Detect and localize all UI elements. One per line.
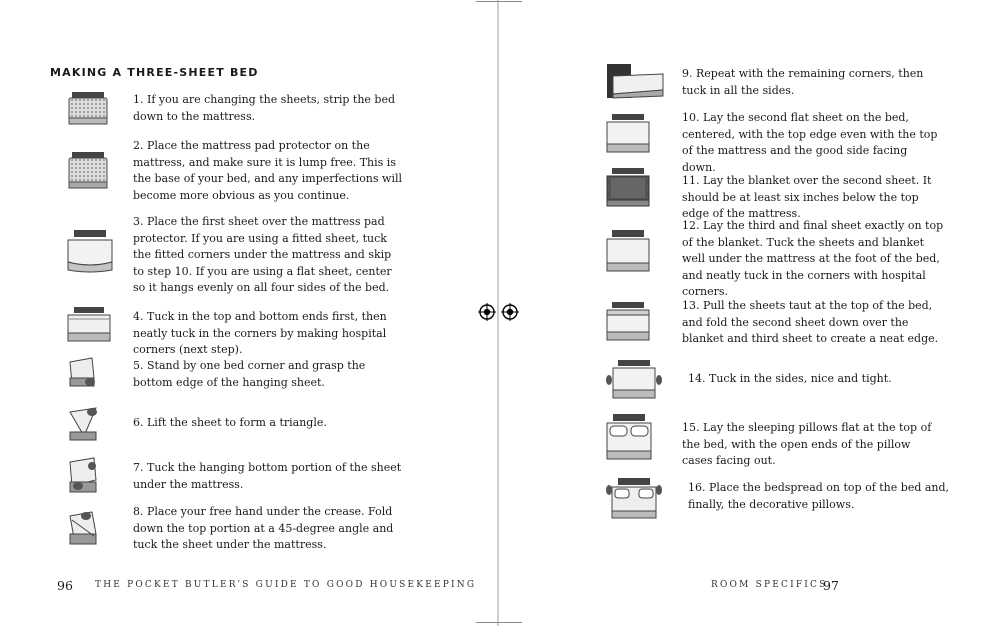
bed-bedspread-icon xyxy=(605,476,663,520)
step-text: 10. Lay the second flat sheet on the bed, centered, with the top edge even with the top of the mattress and the good side facing down. xyxy=(682,111,938,174)
bed-second-sheet-icon xyxy=(605,112,651,154)
running-head: ROOM SPECIFICS xyxy=(711,580,828,590)
bed-tuck-icon xyxy=(66,305,112,345)
bed-sheet-icon xyxy=(66,228,114,274)
step-text: 11. Lay the blanket over the second sheet. It should be at least six inches below the top edge of the mattress. xyxy=(682,174,932,220)
bed-tuck-sides-icon xyxy=(605,358,663,400)
step-text: 7. Tuck the hanging bottom portion of the sheet under the mattress. xyxy=(133,461,402,491)
mattress-pad-icon xyxy=(66,150,110,192)
step-text: 16. Place the bedspread on top of the bed and, finally, the decorative pillows. xyxy=(688,481,950,511)
corner-tuck-icon xyxy=(66,456,100,496)
corner-fold-icon xyxy=(66,508,100,548)
corner-grasp-icon xyxy=(66,356,98,392)
bed-blanket-icon xyxy=(605,166,651,208)
running-head: THE POCKET BUTLER’S GUIDE TO GOOD HOUSEKEEPING xyxy=(95,580,477,590)
left-page xyxy=(0,0,497,626)
page-number: 97 xyxy=(823,578,839,593)
step-text: 2. Place the mattress pad protector on the mattress, and make sure it is lump free. This is the base of your bed, and any imperfections will become more obvious as you continue. xyxy=(133,139,403,202)
step-text: 9. Repeat with the remaining corners, then tuck in all the sides. xyxy=(682,67,924,97)
step-text: 8. Place your free hand under the crease. Fold down the top portion at a 45-degree angle and tuck the sheet under the mattress. xyxy=(133,505,394,551)
step-text: 6. Lift the sheet to form a triangle. xyxy=(133,416,327,429)
mattress-icon xyxy=(66,90,110,128)
bed-corner-icon xyxy=(605,62,667,100)
step-text: 15. Lay the sleeping pillows flat at the top of the bed, with the open ends of the pillow cases facing out. xyxy=(682,421,932,467)
step-text: 3. Place the first sheet over the mattress pad protector. If you are using a fitted sheet, tuck the fitted corners under the mattress and skip to step 10. If you are using a flat sheet, center so it hangs evenly on all four sides of the bed. xyxy=(133,215,392,294)
book-gutter xyxy=(497,0,499,626)
bed-fold-icon xyxy=(605,300,651,342)
step-text: 14. Tuck in the sides, nice and tight. xyxy=(688,372,892,385)
page-number: 96 xyxy=(57,578,73,593)
bed-third-sheet-icon xyxy=(605,228,651,274)
step-text: 5. Stand by one bed corner and grasp the bottom edge of the hanging sheet. xyxy=(133,359,366,389)
bed-pillows-icon xyxy=(605,412,653,462)
step-text: 13. Pull the sheets taut at the top of the bed, and fold the second sheet down over the blanket and third sheet to create a neat edge. xyxy=(682,299,939,345)
section-title: MAKING A THREE-SHEET BED xyxy=(50,66,259,79)
step-text: 4. Tuck in the top and bottom ends first, then neatly tuck in the corners by making hospital corners (next step). xyxy=(133,310,387,356)
step-text: 12. Lay the third and final sheet exactly on top of the blanket. Tuck the sheets and blanket well under the mattress at the foot of the bed, and neatly tuck in the corners with hospital corners. xyxy=(682,219,944,298)
right-page xyxy=(501,0,1000,626)
step-text: 1. If you are changing the sheets, strip the bed down to the mattress. xyxy=(133,93,396,123)
corner-triangle-icon xyxy=(66,404,100,444)
